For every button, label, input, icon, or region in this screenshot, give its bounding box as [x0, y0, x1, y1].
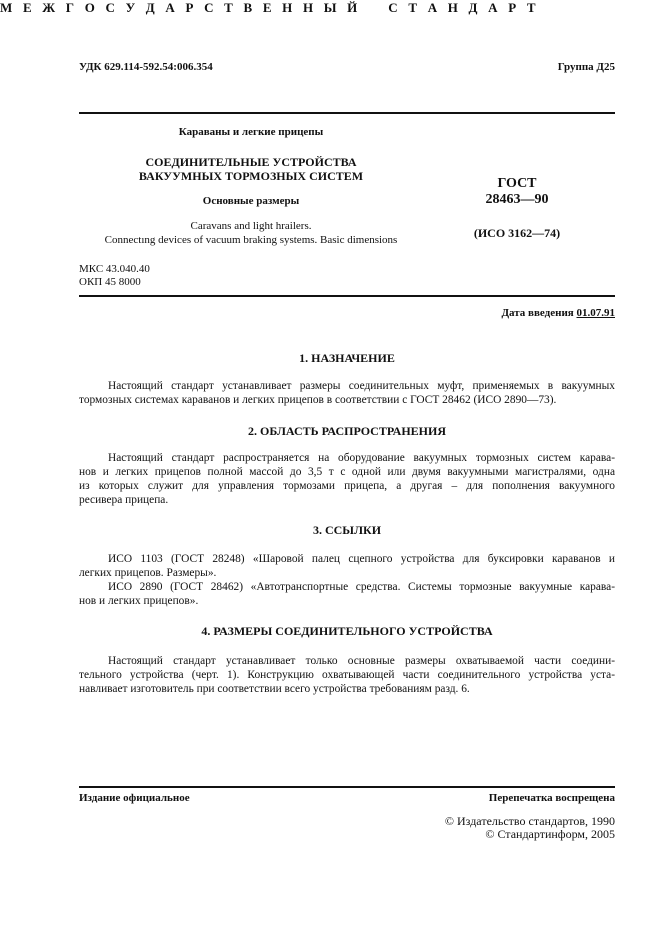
text-line: нов и легких прицепов». — [79, 595, 199, 607]
banner-rule — [79, 112, 615, 114]
date-label: Дата введения — [501, 307, 574, 319]
section-heading: 2. ОБЛАСТЬ РАСПРОСТРАНЕНИЯ — [248, 424, 446, 438]
copyright-block — [445, 815, 615, 841]
text-line: ресивера прицепа. — [79, 494, 169, 506]
title-line2: ВАКУУМНЫХ ТОРМОЗНЫХ СИСТЕМ — [138, 169, 364, 183]
section-heading: 4. РАЗМЕРЫ СОЕДИНИТЕЛЬНОГО УСТРОЙСТВА — [201, 624, 493, 638]
reprint-prohibited: Перепечатка воспрещена — [488, 792, 615, 804]
gost-label: ГОСТ — [497, 176, 537, 191]
section-body — [79, 379, 615, 407]
text-line: нов и легких прицепов полной массой до 3,5 т с одной или двумя вакуумными магистралями, одна — [79, 466, 615, 478]
okp-code: ОКП 45 8000 — [79, 276, 141, 288]
text-line: тормозных системах караванов и легких прицепов в соответствии с ГОСТ 28462 (ИСО 2890—73). — [79, 394, 557, 406]
section-heading: 1. НАЗНАЧЕНИЕ — [299, 351, 395, 365]
text-line: Настоящий стандарт устанавливает размеры соединительных муфт, применяемых в вакуумных — [108, 380, 615, 392]
udk-code: УДК 629.114-592.54:006.354 — [79, 61, 213, 73]
title-line1: СОЕДИНИТЕЛЬНЫЕ УСТРОЙСТВА — [145, 155, 357, 169]
subject: Караваны и легкие прицепы — [178, 126, 324, 138]
copyright-2005: © Стандартинформ, 2005 — [485, 827, 615, 841]
copyright-1990: © Издательство стандартов, 1990 — [444, 814, 615, 828]
header-rule — [79, 295, 615, 297]
group-code: Группа Д25 — [557, 61, 615, 73]
title-block — [79, 126, 423, 247]
section-body — [79, 552, 615, 608]
text-line: из которых служит для управления тормозами прицепа, а другая – для пополнения вакуумного — [79, 480, 615, 492]
official-edition: Издание официальное — [79, 792, 190, 804]
section-body — [79, 654, 615, 696]
banner-text: М Е Ж Г О С У Д А Р С Т В Е Н Н Ы Й С Т А Н Д А Р Т — [0, 0, 536, 15]
standard-banner — [0, 0, 536, 16]
gost-designation — [452, 176, 582, 208]
gost-number: 28463—90 — [485, 192, 549, 207]
subtitle: Основные размеры — [202, 195, 300, 207]
text-line: тельного устройства (черт. 1). Конструкцию охватывающей части соединительного устройства уста- — [79, 669, 615, 681]
text-line: Настоящий стандарт устанавливает только основные размеры охватываемой части соедини- — [108, 655, 615, 667]
english-title-line2: Connectıng devices of vacuum braking systems. Basic dimensions — [104, 234, 398, 246]
iso-reference: (ИСО 3162—74) — [473, 226, 561, 240]
text-line: Настоящий стандарт распространяется на оборудование вакуумных тормозных систем карава- — [108, 452, 615, 464]
section-heading: 3. ССЫЛКИ — [312, 523, 382, 537]
classification-codes — [79, 263, 150, 289]
footer-rule — [79, 786, 615, 788]
date-value: 01.07.91 — [576, 307, 615, 319]
text-line: легких прицепов. Размеры». — [79, 567, 217, 579]
introduction-date — [501, 307, 615, 319]
text-line: навливает изготовитель при соответствии всего устройства требованиям разд. 6. — [79, 683, 470, 695]
mks-code: МКС 43.040.40 — [79, 263, 150, 275]
text-line: ИСО 1103 (ГОСТ 28248) «Шаровой палец сцепного устройства для буксировки караванов и — [108, 553, 615, 565]
english-title-line1: Caravans and light hrailers. — [190, 220, 312, 232]
section-body — [79, 451, 615, 507]
text-line: ИСО 2890 (ГОСТ 28462) «Автотранспортные средства. Системы тормозные вакуумные карава- — [108, 581, 615, 593]
